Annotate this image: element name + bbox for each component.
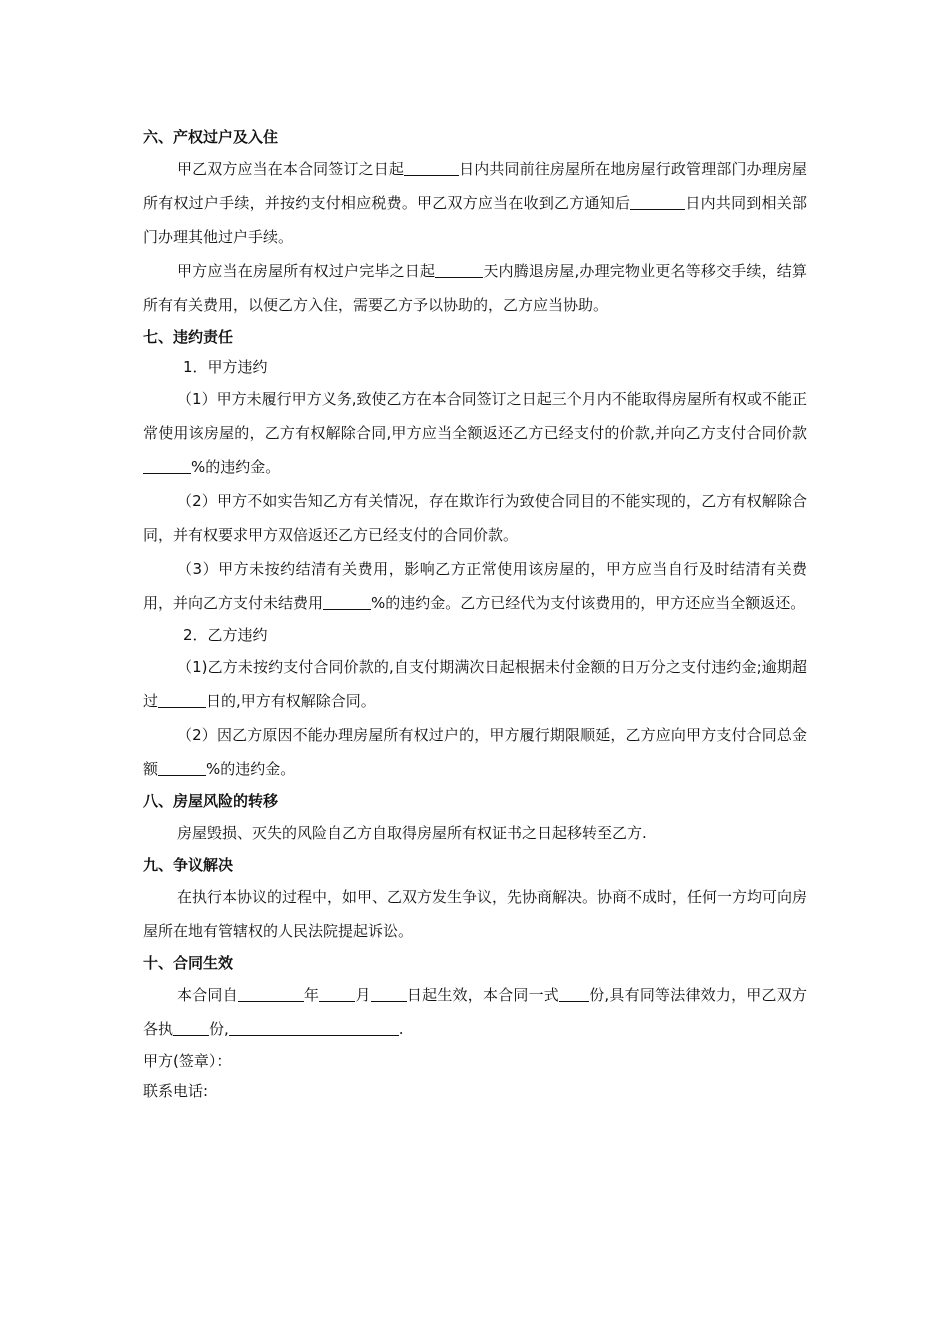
- days-blank[interactable]: [630, 193, 685, 210]
- section-7-heading: 七、违约责任: [143, 328, 234, 346]
- remarks-blank[interactable]: [229, 1019, 399, 1036]
- section-6-paragraph-2: 甲方应当在房屋所有权过户完毕之日起 天内腾退房屋,办理完物业更名等移交手续，结算所有有关费用，以便乙方入住，需要乙方予以协助的，乙方应当协助。: [143, 262, 807, 314]
- month-blank[interactable]: [319, 985, 355, 1002]
- section-7-item-b1: （1)乙方未按约支付合同价款的,自支付期满次日起根据未付金额的日万分之支付违约金;逾期超过 日的,甲方有权解除合同。: [143, 658, 807, 710]
- section-7-item-b2: （2）因乙方原因不能办理房屋所有权过户的，甲方履行期限顺延，乙方应向甲方支付合同总金额 %的违约金。: [143, 726, 807, 778]
- section-8-paragraph: 房屋毁损、灭失的风险自乙方自取得房屋所有权证书之日起移转至乙方.: [177, 824, 647, 842]
- days-blank[interactable]: [158, 691, 206, 708]
- year-blank[interactable]: [238, 985, 304, 1002]
- section-7-sub-1: 1．甲方违约: [183, 358, 268, 376]
- percent-blank[interactable]: [143, 457, 191, 474]
- section-6-paragraph-1: 甲乙双方应当在本合同签订之日起 日内共同前往房屋所在地房屋行政管理部门办理房屋所有权过户手续，并按约支付相应税费。甲乙双方应当在收到乙方通知后 日内共同到相关部门办理其他过户手续。: [143, 160, 807, 246]
- section-7-item-2: （2）甲方不如实告知乙方有关情况，存在欺诈行为致使合同目的不能实现的，乙方有权解除合同，并有权要求甲方双倍返还乙方已经支付的合同价款。: [143, 492, 807, 544]
- contract-page: [143, 122, 807, 1106]
- days-blank[interactable]: [435, 261, 483, 278]
- section-10-heading: 十、合同生效: [143, 954, 234, 972]
- section-10-paragraph: 本合同自 年 月 日起生效，本合同一式 份,具有同等法律效力，甲乙双方各执 份, .: [143, 986, 807, 1038]
- section-8-heading: 八、房屋风险的转移: [143, 792, 279, 810]
- day-blank[interactable]: [371, 985, 407, 1002]
- days-blank[interactable]: [404, 159, 459, 176]
- section-7-item-1: （1）甲方未履行甲方义务,致使乙方在本合同签订之日起三个月内不能取得房屋所有权或不能正常使用该房屋的，乙方有权解除合同,甲方应当全额返还乙方已经支付的价款,并向乙方支付合同价款%的违约金。: [143, 390, 807, 476]
- copies-blank[interactable]: [559, 985, 589, 1002]
- section-7-sub-2: 2．乙方违约: [183, 626, 268, 644]
- section-7-item-3: （3）甲方未按约结清有关费用，影响乙方正常使用该房屋的，甲方应当自行及时结清有关费用，并向乙方支付未结费用 %的违约金。乙方已经代为支付该费用的，甲方还应当全额返还。: [143, 560, 807, 612]
- party-a-signature: 甲方(签章）：: [143, 1052, 232, 1070]
- contact-phone: 联系电话:: [143, 1082, 209, 1100]
- copies-each-blank[interactable]: [173, 1019, 209, 1036]
- section-6-heading: 六、产权过户及入住: [143, 128, 279, 146]
- section-9-paragraph: 在执行本协议的过程中，如甲、乙双方发生争议，先协商解决。协商不成时，任何一方均可向房屋所在地有管辖权的人民法院提起诉讼。: [143, 888, 808, 940]
- section-9-heading: 九、争议解决: [143, 856, 234, 874]
- percent-blank[interactable]: [158, 759, 206, 776]
- percent-blank[interactable]: [323, 593, 371, 610]
